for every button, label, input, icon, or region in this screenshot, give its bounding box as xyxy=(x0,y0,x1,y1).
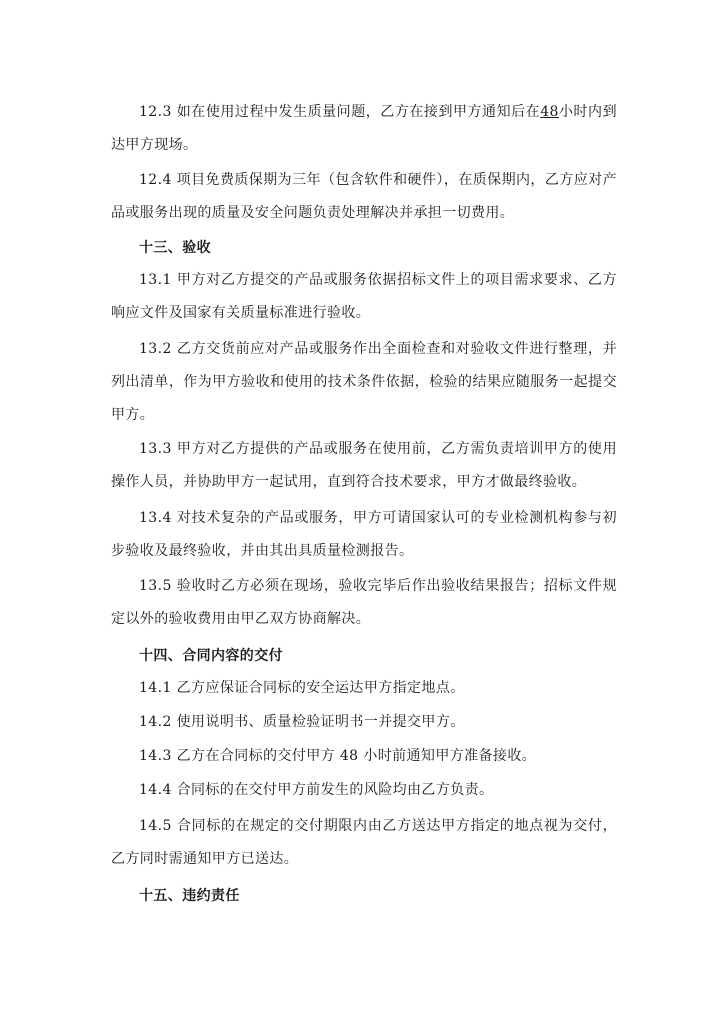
clause-12-3-before: 12.3 如在使用过程中发生质量问题，乙方在接到甲方通知后在 xyxy=(139,104,541,120)
clause-14-2-text: 14.2 使用说明书、质量检验证明书一并提交甲方。 xyxy=(139,714,465,730)
clause-14-4-text: 14.4 合同标的在交付甲方前发生的风险均由乙方负责。 xyxy=(139,782,494,798)
clause-13-3 xyxy=(111,433,617,499)
clause-13-1 xyxy=(111,264,617,330)
clause-13-5-text: 13.5 验收时乙方必须在现场，验收完毕后作出验收结果报告；招标文件规定以外的验收费用由甲乙双方协商解决。 xyxy=(111,578,617,627)
section-14-heading: 十四、合同内容的交付 xyxy=(139,648,283,664)
clause-14-4 xyxy=(111,774,617,807)
clause-13-4-text: 13.4 对技术复杂的产品或服务，甲方可请国家认可的专业检测机构参与初步验收及最终验收，并由其出具质量检测报告。 xyxy=(111,510,617,559)
clause-14-5 xyxy=(111,810,617,876)
clause-13-2 xyxy=(111,333,617,432)
clause-12-3 xyxy=(111,96,617,162)
clause-12-3-hours: 48 xyxy=(540,104,559,120)
clause-13-4 xyxy=(111,502,617,568)
clause-13-2-text: 13.2 乙方交货前应对产品或服务作出全面检查和对验收文件进行整理，并列出清单，作为甲方验收和使用的技术条件依据，检验的结果应随服务一起提交甲方。 xyxy=(111,341,617,423)
clause-13-3-text: 13.3 甲方对乙方提供的产品或服务在使用前，乙方需负责培训甲方的使用操作人员，并协助甲方一起试用，直到符合技术要求，甲方才做最终验收。 xyxy=(111,441,617,490)
section-13-heading: 十三、验收 xyxy=(139,240,211,256)
clause-13-5 xyxy=(111,570,617,636)
clause-12-3-after: 小时内到达甲方现场。 xyxy=(111,104,617,153)
clause-14-3 xyxy=(111,740,617,773)
clause-14-3-text: 14.3 乙方在合同标的交付甲方 48 小时前通知甲方准备接收。 xyxy=(139,748,537,764)
clause-13-1-text: 13.1 甲方对乙方提交的产品或服务依据招标文件上的项目需求要求、乙方响应文件及国家有关质量标准进行验收。 xyxy=(111,272,617,321)
clause-12-4-text: 12.4 项目免费质保期为三年（包含软件和硬件），在质保期内，乙方应对产品或服务出现的质量及安全问题负责处理解决并承担一切费用。 xyxy=(111,172,617,221)
clause-14-5-text: 14.5 合同标的在规定的交付期限内由乙方送达甲方指定的地点视为交付，乙方同时需通知甲方已送达。 xyxy=(111,818,617,867)
clause-14-1-text: 14.1 乙方应保证合同标的安全运达甲方指定地点。 xyxy=(139,680,465,696)
clause-12-3-text xyxy=(111,96,617,162)
clause-14-2 xyxy=(111,706,617,739)
clause-12-4 xyxy=(111,164,617,230)
section-15-heading: 十五、违约责任 xyxy=(139,888,240,904)
clause-14-1 xyxy=(111,672,617,705)
